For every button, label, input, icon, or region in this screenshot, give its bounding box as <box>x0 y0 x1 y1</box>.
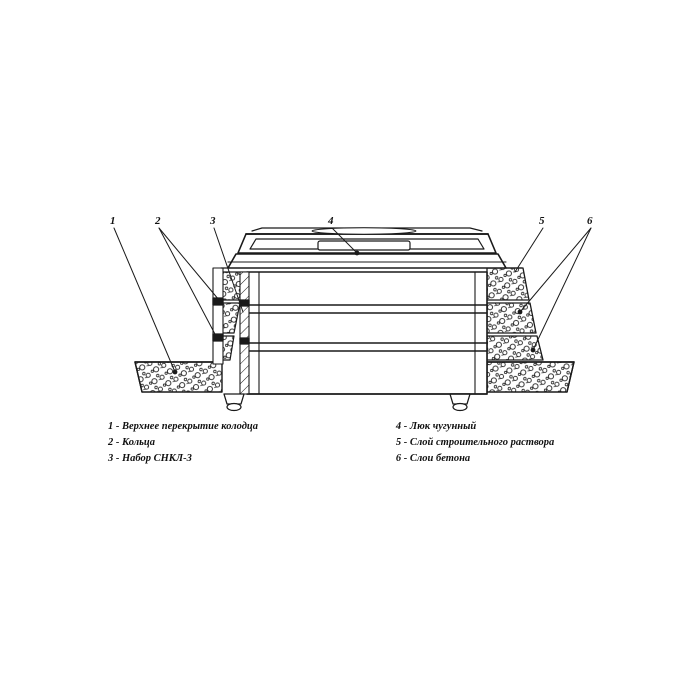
shaft-rings <box>247 272 487 394</box>
cast-iron-hatch-cover <box>238 228 496 253</box>
legend-item: 6 - Слои бетона <box>395 453 471 464</box>
legend-item: 2 - Кольца <box>108 437 155 448</box>
callout-1: 1 <box>110 215 116 227</box>
callout-2: 2 <box>155 215 161 227</box>
callout-5: 5 <box>539 215 545 227</box>
top-cover-slab <box>221 254 522 268</box>
legend-item: 3 - Набор СНКЛ-3 <box>108 453 192 464</box>
drawing-body <box>110 215 593 411</box>
legend-item: 5 - Слой строительного раствора <box>395 437 555 448</box>
legend <box>108 420 608 465</box>
legend-column-left <box>108 420 378 465</box>
legend-item: 4 - Люк чугунный <box>395 421 477 432</box>
legend-item: 1 - Верхнее перекрытие колодца <box>108 421 258 432</box>
callout-4: 4 <box>328 215 334 227</box>
concrete-layer-right <box>487 362 574 392</box>
legend-column-right <box>396 420 608 465</box>
concrete-layer-left <box>135 362 222 392</box>
base-supports <box>224 394 487 411</box>
callout-3: 3 <box>210 215 216 227</box>
callout-6: 6 <box>587 215 593 227</box>
callout-numbers <box>110 215 593 227</box>
